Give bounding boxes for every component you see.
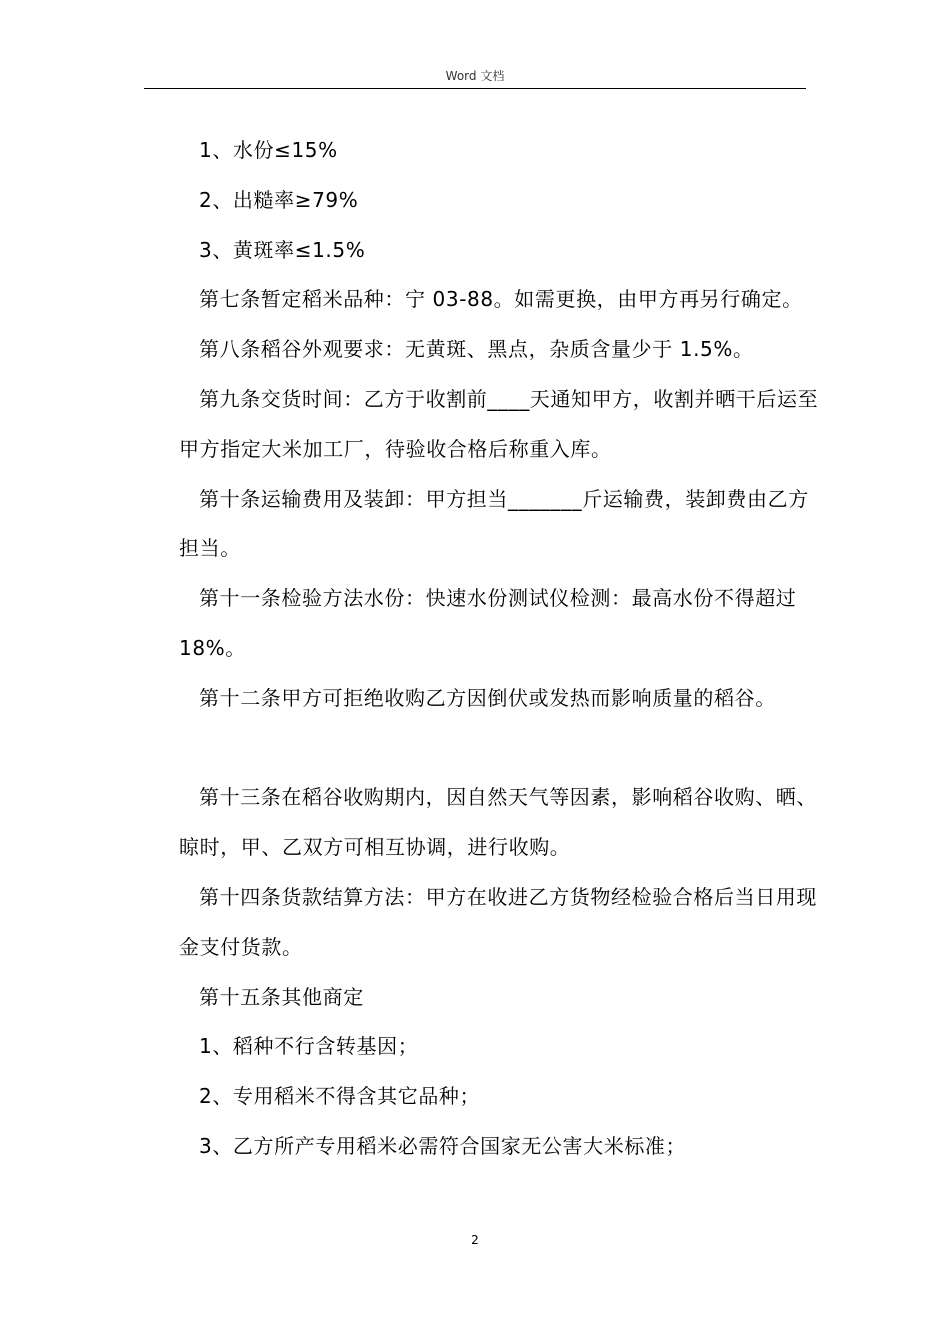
paragraph-article-9: 第九条交货时间：乙方于收割前____天通知甲方，收割并晒干后运至甲方指定大米加工厂，待验收合格后称重入库。 (179, 386, 819, 461)
paragraph-clause-2: 2、专用稻米不得含其它品种； (199, 1084, 481, 1109)
page-number: 2 (471, 1233, 479, 1247)
paragraph-clause-1: 1、稻种不行含转基因； (199, 1034, 419, 1059)
paragraph-article-14: 第十四条货款结算方法：甲方在收进乙方货物经检验合格后当日用现金支付货款。 (179, 884, 817, 959)
paragraph-article-15: 第十五条其他商定 (199, 984, 364, 1009)
paragraph-item-1: 1、水份≤15% (199, 138, 338, 162)
blank-line (179, 724, 819, 774)
page-header: Word 文档 (445, 69, 505, 83)
paragraph-article-11: 第十一条检验方法水份：快速水份测试仪检测：最高水份不得超过 18%。 (179, 586, 797, 660)
paragraph-clause-3: 3、乙方所产专用稻米必需符合国家无公害大米标准； (199, 1133, 687, 1158)
paragraph-article-8: 第八条稻谷外观要求：无黄斑、黑点，杂质含量少于 1.5%。 (199, 337, 754, 362)
paragraph-article-13: 第十三条在稻谷收购期内，因自然天气等因素，影响稻谷收购、晒、晾时，甲、乙双方可相互协调，进行收购。 (179, 785, 817, 860)
document-body (179, 126, 819, 1172)
paragraph-article-7: 第七条暂定稻米品种：宁 03-88。如需更换，由甲方再另行确定。 (199, 287, 803, 312)
paragraph-item-3: 3、黄斑率≤1.5% (199, 237, 366, 262)
paragraph-article-12: 第十二条甲方可拒绝收购乙方因倒伏或发热而影响质量的稻谷。 (199, 685, 776, 710)
header-divider (144, 88, 806, 89)
paragraph-article-10: 第十条运输费用及装卸：甲方担当_______斤运输费，装卸费由乙方担当。 (179, 486, 809, 561)
paragraph-item-2: 2、出糙率≥79% (199, 187, 359, 212)
